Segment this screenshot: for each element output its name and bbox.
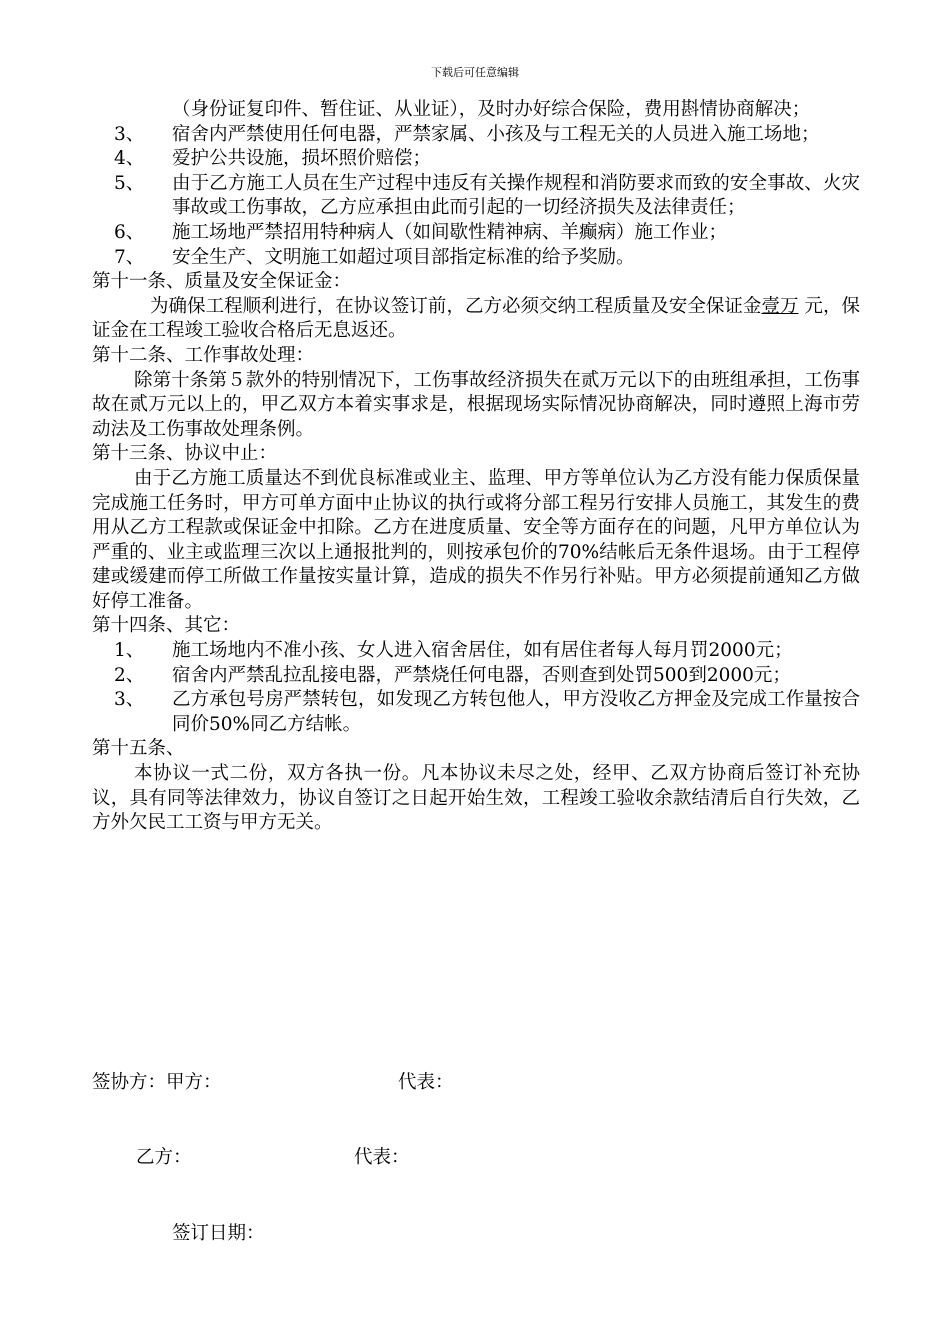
representative-label-a: 代表： <box>398 1072 454 1093</box>
page-header: 下载后可任意编辑 <box>431 66 519 79</box>
article-10-item-6 <box>92 221 860 246</box>
article-12-heading: 第十二条、工作事故处理： <box>92 344 315 366</box>
deposit-amount: 壹万 <box>761 295 799 317</box>
item-text: 宿舍内严禁使用任何电器，严禁家属、小孩及与工程无关的人员进入施工场地； <box>172 123 820 145</box>
article-14-item-1 <box>92 639 860 664</box>
article-12-text: 除第十条第５款外的特别情况下，工伤事故经济损失在贰万元以下的由班组承担，工伤事故在贰万元以上的，甲乙双方本着实事求是，根据现场实际情况协商解决，同时遵照上海市劳动法及工伤事故处理条例。 <box>92 369 860 440</box>
article-13-text: 由于乙方施工质量达不到优良标准或业主、监理、甲方等单位认为乙方没有能力保质保量完成施工任务时，甲方可单方面中止协议的执行或将分部工程另行安排人员施工，其发生的费用从乙方工程款或保证金中扣除。乙方在进度质量、安全等方面存在的问题，凡甲方单位认为严重的、业主或监理三次以上通报批判的，则按承包价的70%结帐后无条件退场。由于工程停建或缓建而停工所做工作量按实量计算，造成的损失不作另行补贴。甲方必须提前通知乙方做好停工准备。 <box>92 467 860 612</box>
contract-body <box>92 98 860 836</box>
item-number: 3、 <box>114 689 145 711</box>
article-13-heading: 第十三条、协议中止： <box>92 443 278 465</box>
representative-label-b: 代表： <box>354 1147 410 1168</box>
article-15-heading: 第十五条、 <box>92 738 185 760</box>
article-14-item-3 <box>92 688 860 737</box>
item-text: 施工场地严禁招用特种病人（如间歇性精神病、羊癫病）施工作业； <box>172 221 728 243</box>
item-text: 乙方承包号房严禁转包，如发现乙方转包他人，甲方没收乙方押金及完成工作量按合同价50%同乙方结帐。 <box>172 689 860 735</box>
item-text: 爱护公共设施，损坏照价赔偿； <box>172 148 432 170</box>
article-10-item-5 <box>92 172 860 221</box>
item-text: 由于乙方施工人员在生产过程中违反有关操作规程和消防要求而致的安全事故、火灾事故或工伤事故，乙方应承担由此而引起的一切经济损失及法律责任； <box>172 172 860 219</box>
item-text: 施工场地内不准小孩、女人进入宿舍居住，如有居住者每人每月罚2000元； <box>172 640 793 662</box>
article-11-heading: 第十一条、质量及安全保证金： <box>92 271 352 293</box>
item-text: 宿舍内严禁乱拉乱接电器，严禁烧任何电器，否则查到处罚500到2000元； <box>172 664 791 686</box>
signing-party-label: 签协方：甲方： <box>92 1072 222 1093</box>
article-10-item-3 <box>92 123 860 148</box>
item-text: 安全生产、文明施工如超过项目部指定标准的给予奖励。 <box>172 246 635 268</box>
party-b-label: 乙方： <box>136 1147 192 1168</box>
article-11-text-b: 元，保证金在工程竣工验收合格后无息返还。 <box>92 295 860 342</box>
item-number: 2、 <box>114 664 145 686</box>
article-14-heading: 第十四条、其它： <box>92 615 241 637</box>
article-15-text: 本协议一式二份，双方各执一份。凡本协议未尽之处，经甲、乙双方协商后签订补充协议，具有同等法律效力，协议自签订之日起开始生效，工程竣工验收余款结清后自行失效，乙方外欠民工工资与甲方无关。 <box>92 763 860 834</box>
item-number: 3、 <box>114 123 145 145</box>
item-number: 4、 <box>114 148 145 170</box>
signing-date-label: 签订日期： <box>172 1223 265 1244</box>
article-11-text-a: 为确保工程顺利进行，在协议签订前，乙方必须交纳工程质量及安全保证金 <box>150 295 762 317</box>
article-14-item-2 <box>92 664 860 689</box>
article-10-continuation: （身份证复印件、暂住证、从业证），及时办好综合保险，费用斟情协商解决； <box>172 99 811 120</box>
item-number: 7、 <box>114 246 145 268</box>
article-11-text <box>92 295 860 344</box>
article-10-item-4 <box>92 147 860 172</box>
item-number: 1、 <box>114 640 145 662</box>
item-number: 5、 <box>114 172 145 194</box>
article-10-item-7 <box>92 246 860 271</box>
item-number: 6、 <box>114 221 145 243</box>
